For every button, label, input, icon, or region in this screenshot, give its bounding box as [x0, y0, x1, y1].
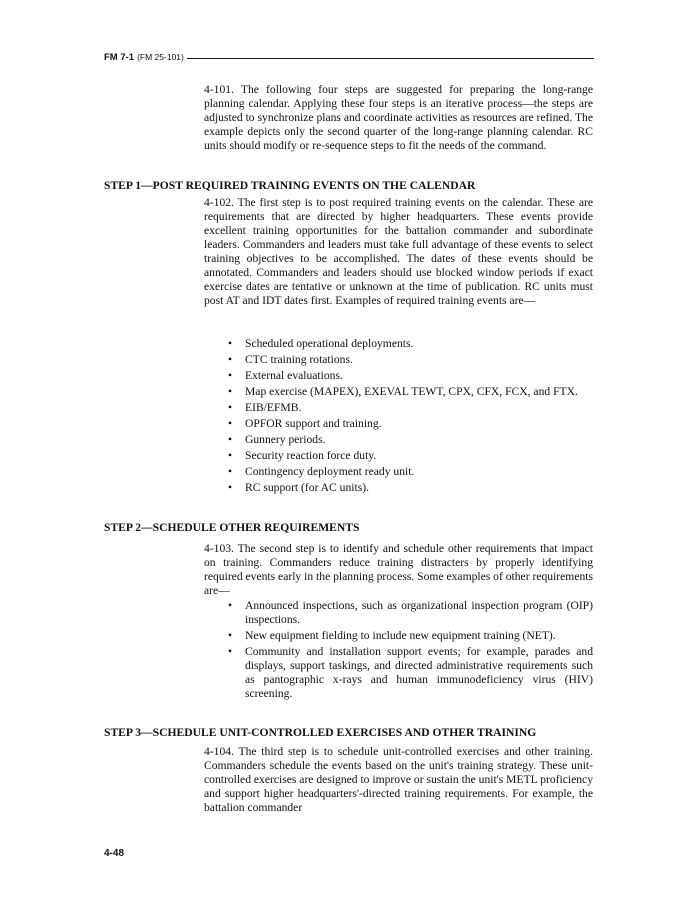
list-item: • RC support (for AC units).	[228, 481, 369, 494]
list-item: • New equipment fielding to include new equipment training (NET).	[228, 629, 556, 642]
bullet-icon: •	[228, 433, 233, 446]
list-item: • Community and installation support events; for example, parades and displays, support taskings, and directed administrative requirements such as pantographic x-rays and human immunodeficiency virus (HIV) screening.	[228, 645, 593, 700]
step-2-heading: STEP 2—SCHEDULE OTHER REQUIREMENTS	[104, 521, 360, 534]
list-item: • External evaluations.	[228, 369, 343, 382]
paragraph-4-103: 4-103. The second step is to identify and schedule other requirements that impact on training. Commanders reduce training distracters by properly identifying required events early in the planning process. Some examples of other requirements are—	[204, 542, 593, 597]
bullet-icon: •	[228, 629, 233, 642]
list-item: • OPFOR support and training.	[228, 417, 382, 430]
bullet-icon: •	[228, 369, 233, 382]
paragraph-4-104: 4-104. The third step is to schedule unit-controlled exercises and other training. Commanders schedule the events based on the unit's training strategy. These unit-controlled exercises are designed to improve or sustain the unit's METL proficiency and support higher headquarters'-directed training requirements. For example, the battalion commander	[204, 745, 593, 814]
bullet-icon: •	[228, 645, 233, 658]
list-item: • Contingency deployment ready unit.	[228, 465, 415, 478]
bullet-icon: •	[228, 337, 233, 350]
list-item: • Announced inspections, such as organizational inspection program (OIP) inspections.	[228, 599, 593, 626]
list-item: • Map exercise (MAPEX), EXEVAL TEWT, CPX, CFX, FCX, and FTX.	[228, 385, 578, 398]
list-item: • Scheduled operational deployments.	[228, 337, 414, 350]
header-rule	[187, 58, 594, 59]
paragraph-4-102: 4-102. The first step is to post required training events on the calendar. These are requirements that are directed by higher headquarters. These events provide excellent training opportunities for the battalion commander and subordinate leaders. Commanders and leaders must take full advantage of these events to select training objectives to be accomplished. The dates of these events should be annotated. Commanders and leaders should use blocked window periods if exact exercise dates are tentative or unknown at the time of publication. RC units must post AT and IDT dates first. Examples of required training events are—	[204, 196, 593, 307]
paragraph-4-101: 4-101. The following four steps are suggested for preparing the long-range planning calendar. Applying these four steps is an iterative process—the steps are adjusted to synchronize plans and coordinate activities as resources are refined. The example depicts only the second quarter of the long-range planning calendar. RC units should modify or re-sequence steps to fit the needs of the command.	[204, 83, 593, 152]
bullet-icon: •	[228, 599, 233, 612]
bullet-icon: •	[228, 385, 233, 398]
list-item: • Security reaction force duty.	[228, 449, 377, 462]
list-item: • EIB/EFMB.	[228, 401, 302, 414]
bullet-icon: •	[228, 417, 233, 430]
step-3-heading: STEP 3—SCHEDULE UNIT-CONTROLLED EXERCISES AND OTHER TRAINING	[104, 726, 537, 739]
step-1-heading: STEP 1—POST REQUIRED TRAINING EVENTS ON THE CALENDAR	[104, 179, 476, 192]
list-item: • Gunnery periods.	[228, 433, 326, 446]
bullet-icon: •	[228, 449, 233, 462]
bullet-icon: •	[228, 481, 233, 494]
step-1-bullet-list	[204, 337, 593, 497]
manual-alt-code: (FM 25-101)	[137, 52, 184, 62]
bullet-icon: •	[228, 401, 233, 414]
page-header	[104, 50, 594, 64]
manual-code: FM 7-1	[104, 51, 135, 63]
step-2-bullet-list	[204, 599, 593, 703]
bullet-icon: •	[228, 353, 233, 366]
bullet-icon: •	[228, 465, 233, 478]
list-item: • CTC training rotations.	[228, 353, 353, 366]
page-number: 4-48	[104, 848, 125, 859]
